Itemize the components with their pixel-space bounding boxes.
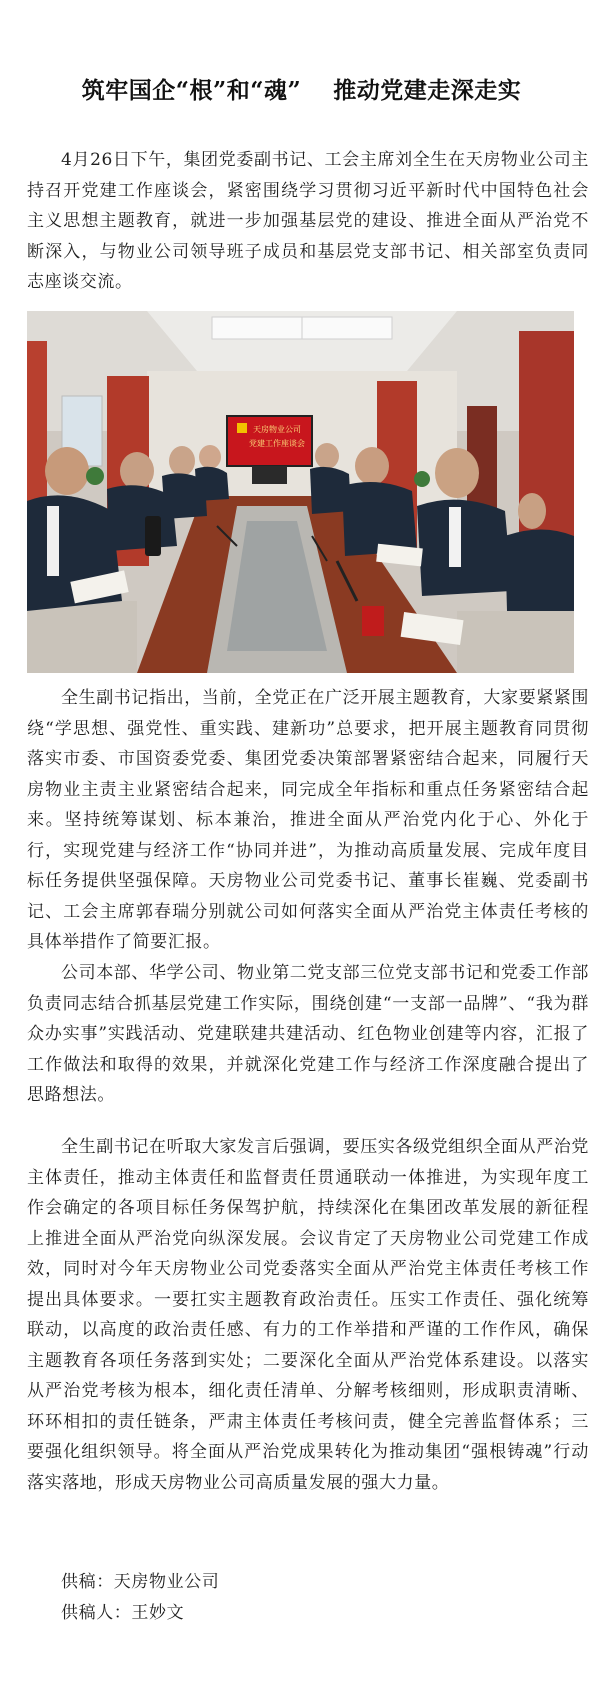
paragraph-emphasis: 全生副书记在听取大家发言后强调，要压实各级党组织全面从严治党主体责任，推动主体责任和监督责任贯通联动一体推进，为实现年度工作会确定的各项目标任务保驾护航，持续深化在集团改革发展的新征程上推进全面从严治党向纵深发展。会议肯定了天房物业公司党建工作成效，同时对今年天房物业公司党委落实全面从严治党主体责任考核工作提出具体要求。一要扛实主题教育政治责任。压实工作责任、强化统筹联动，以高度的政治责任感、有力的工作举措和严谨的工作作风，确保主题教育各项任务落到实处；二要深化全面从严治党体系建设。以落实从严治党考核为根本，细化责任清单、分解考核细则，形成职责清晰、环环相扣的责任链条，严肃主体责任考核问责，健全完善监督体系；三要强化组织领导。将全面从严治党成果转化为推动集团“强根铸魂”行动落实落地，形成天房物业公司高质量发展的强大力量。 (27, 1137, 589, 1493)
screen-line-2: 党建工作座谈会 (249, 439, 305, 448)
meeting-photo (27, 311, 574, 673)
paragraph-reports: 公司本部、华学公司、物业第二党支部三位党支部书记和党委工作部负责同志结合抓基层党建工作实际，围绕创建“一支部一品牌”、“我为群众办实事”实践活动、党建联建共建活动、红色物业创建等内容，汇报了工作做法和取得的效果，并就深化党建工作与经济工作深度融合提出了思路想法。 (27, 963, 589, 1105)
article-title: 筑牢国企“根”和“魂” 推动党建走深走实 (81, 77, 522, 104)
screen-line-1: 天房物业公司 (253, 425, 301, 434)
paragraph-remarks: 全生副书记指出，当前，全党正在广泛开展主题教育，大家要紧紧围绕“学思想、强党性、重实践、建新功”总要求，把开展主题教育同贯彻落实市委、市国资委党委、集团党委决策部署紧密结合起来，同履行天房物业主责主业紧密结合起来，同完成全年指标和重点任务紧密结合起来。坚持统筹谋划、标本兼治，推进全面从严治党内化于心、外化于行，实现党建与经济工作“协同并进”，为推动高质量发展、完成年度目标任务提供坚强保障。天房物业公司党委书记、董事长崔巍、党委副书记、工会主席郭春瑞分别就公司如何落实全面从严治党主体责任考核的具体举措作了简要汇报。 (27, 688, 589, 952)
credit-source: 供稿：天房物业公司 (61, 1572, 220, 1592)
paragraph-intro: 4月26日下午，集团党委副书记、工会主席刘全生在天房物业公司主持召开党建工作座谈会，紧密围绕学习贯彻习近平新时代中国特色社会主义思想主题教育，就进一步加强基层党的建设、推进全面从严治党不断深入，与物业公司领导班子成员和基层党支部书记、相关部室负责同志座谈交流。 (27, 150, 589, 292)
credit-author: 供稿人：王妙文 (61, 1603, 185, 1623)
